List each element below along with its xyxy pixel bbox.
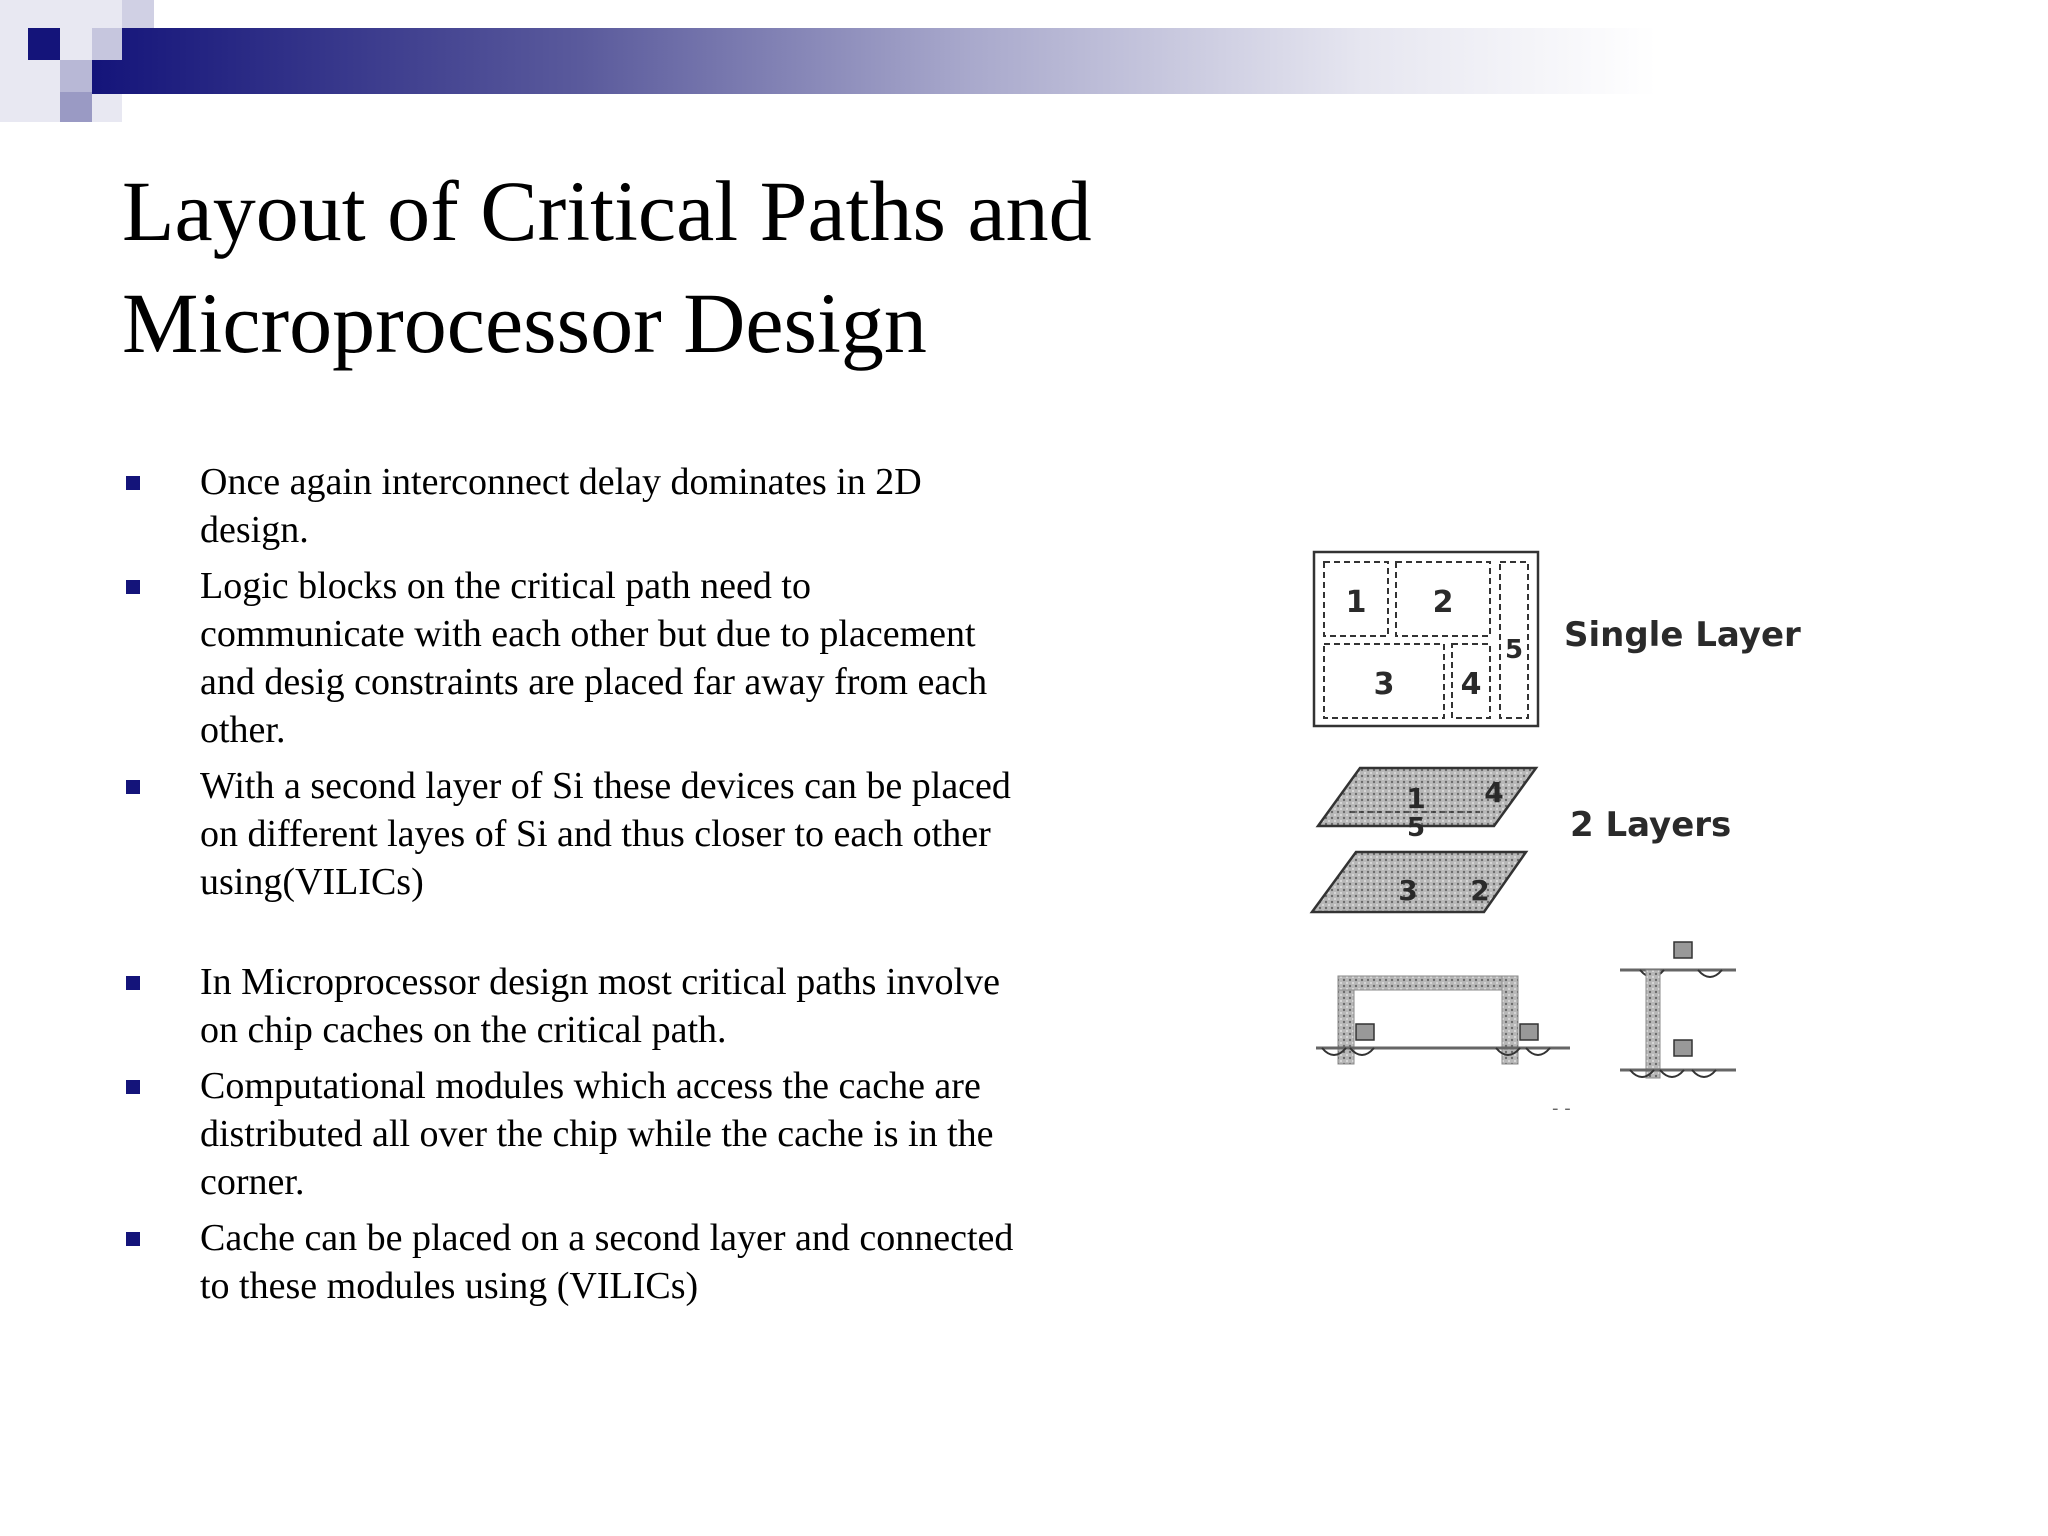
bullet-item	[122, 1214, 1022, 1310]
bullet-item	[122, 562, 1022, 754]
block-label: 3	[1373, 667, 1395, 702]
bullet-square-icon	[126, 976, 140, 990]
bullet-item	[122, 458, 1022, 554]
bullet-text: Once again interconnect delay dominates in 2D design.	[200, 461, 922, 551]
block-label: 1	[1345, 585, 1367, 620]
bullet-text: Logic blocks on the critical path need to communicate with each other but due to placement and desig constraints are placed far away from each other.	[200, 565, 988, 751]
two-layers-label: 2 Layers	[1570, 805, 1732, 845]
block-label: 4	[1460, 667, 1482, 702]
block-label: 2	[1432, 585, 1454, 620]
single-layer-diagram	[1314, 552, 1538, 726]
block-label: 1	[1406, 782, 1426, 815]
layer-diagram	[1300, 540, 1820, 1120]
decor-square	[92, 28, 122, 60]
figure-footnote: - -	[1552, 1098, 1571, 1119]
block-label: 5	[1406, 813, 1426, 843]
bullet-list	[122, 458, 1022, 1318]
bullet-square-icon	[126, 1232, 140, 1246]
bullet-text: In Microprocessor design most critical paths involve on chip caches on the critical path.	[200, 961, 1000, 1051]
interconnect-3d-section	[1620, 942, 1736, 1078]
bullet-item	[122, 958, 1022, 1054]
block-label: 5	[1504, 635, 1524, 665]
bullet-square-icon	[126, 580, 140, 594]
bullet-square-icon	[126, 1080, 140, 1094]
decor-square	[28, 28, 60, 60]
bullet-square-icon	[126, 780, 140, 794]
bullet-item	[122, 1062, 1022, 1206]
slide-title: Layout of Critical Paths and Microprocessor Design	[122, 163, 1092, 371]
bullet-text: Cache can be placed on a second layer and connected to these modules using (VILICs)	[200, 1217, 1014, 1307]
decor-square	[60, 60, 92, 92]
block-label: 3	[1398, 874, 1418, 907]
bullet-text: Computational modules which access the cache are distributed all over the chip while the cache is in the corner.	[200, 1065, 994, 1203]
single-layer-label: Single Layer	[1564, 615, 1801, 655]
block-label: 2	[1470, 874, 1490, 907]
block-label: 4	[1484, 776, 1504, 809]
bullet-square-icon	[126, 476, 140, 490]
bullet-item	[122, 762, 1022, 906]
interconnect-2d-section	[1316, 976, 1570, 1064]
decor-square	[60, 92, 92, 122]
two-layer-diagram	[1312, 768, 1536, 912]
title-banner	[92, 28, 2048, 94]
bullet-text: With a second layer of Si these devices can be placed on different layes of Si and thus closer to each other using(VILICs)	[200, 765, 1011, 903]
